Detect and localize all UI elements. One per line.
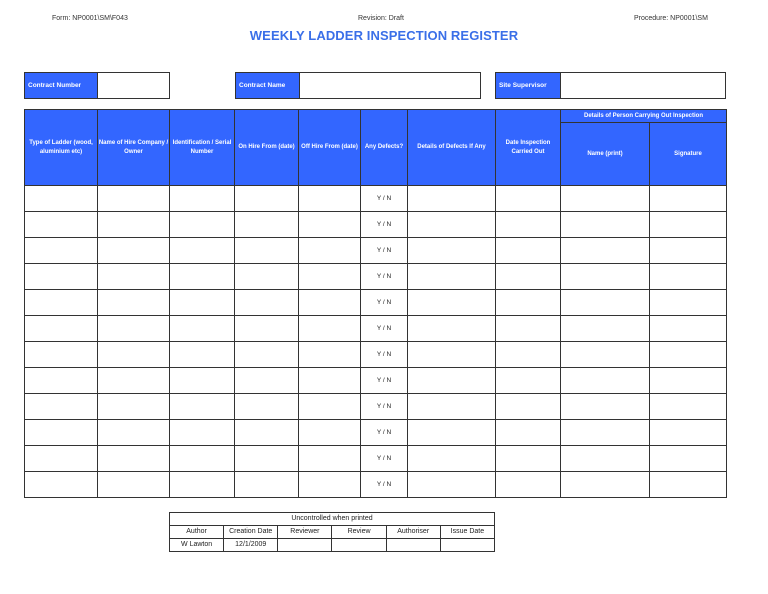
table-row [25,342,727,368]
form-number: Form: NP0001\SM\F043 [52,15,128,22]
defect-details-cell[interactable] [408,420,496,446]
site-supervisor-label: Site Supervisor [495,72,561,99]
defects-cell[interactable]: Y / N [361,394,408,420]
inspector-name-cell[interactable] [561,394,650,420]
site-supervisor-field[interactable] [560,72,726,99]
defects-cell[interactable]: Y / N [361,238,408,264]
page-title: WEEKLY LADDER INSPECTION REGISTER [249,28,519,43]
table-row [25,290,727,316]
signature-cell[interactable] [650,290,727,316]
serial-number-cell[interactable] [170,316,235,342]
defect-details-cell[interactable] [408,186,496,212]
table-row [25,264,727,290]
on-hire-cell[interactable] [235,316,299,342]
inspection-date-cell[interactable] [496,212,561,238]
revision: Revision: Draft [358,15,404,22]
inspector-name-cell[interactable] [561,186,650,212]
on-hire-cell[interactable] [235,342,299,368]
on-hire-cell[interactable] [235,394,299,420]
hire-company-cell[interactable] [98,264,170,290]
hire-company-cell[interactable] [98,394,170,420]
inspector-name-cell[interactable] [561,290,650,316]
inspector-name-cell[interactable] [561,264,650,290]
signature-cell[interactable] [650,472,727,498]
on-hire-cell[interactable] [235,446,299,472]
on-hire-cell[interactable] [235,472,299,498]
table-row [25,186,727,212]
column-header: Name (print) [561,123,650,186]
column-header: On Hire From (date) [235,110,299,186]
hire-company-cell[interactable] [98,212,170,238]
serial-number-cell[interactable] [170,238,235,264]
serial-number-cell[interactable] [170,472,235,498]
signature-cell[interactable] [650,420,727,446]
serial-number-cell[interactable] [170,264,235,290]
hire-company-cell[interactable] [98,342,170,368]
contract-number-label: Contract Number [24,72,98,99]
ladder-type-cell[interactable] [25,238,98,264]
defect-details-cell[interactable] [408,290,496,316]
hire-company-cell[interactable] [98,368,170,394]
serial-number-cell[interactable] [170,186,235,212]
review-value[interactable] [332,539,386,552]
column-header: Date Inspection Carried Out [496,110,561,186]
procedure-number: Procedure: NP0001\SM [634,15,708,22]
defect-details-cell[interactable] [408,316,496,342]
defect-details-cell[interactable] [408,264,496,290]
off-hire-cell[interactable] [299,368,361,394]
footer-header: Creation Date [224,526,278,539]
ladder-type-cell[interactable] [25,186,98,212]
creation-date-value: 12/1/2009 [224,539,278,552]
serial-number-cell[interactable] [170,290,235,316]
footer-header: Review [332,526,386,539]
serial-number-cell[interactable] [170,212,235,238]
contract-number-field[interactable] [97,72,170,99]
on-hire-cell[interactable] [235,264,299,290]
signature-cell[interactable] [650,316,727,342]
defect-details-cell[interactable] [408,238,496,264]
signature-cell[interactable] [650,238,727,264]
table-row [25,368,727,394]
defects-cell[interactable]: Y / N [361,290,408,316]
column-header: Signature [650,123,727,186]
defects-cell[interactable]: Y / N [361,264,408,290]
signature-cell[interactable] [650,368,727,394]
ladder-type-cell[interactable] [25,420,98,446]
inspection-date-cell[interactable] [496,446,561,472]
table-row [25,446,727,472]
on-hire-cell[interactable] [235,212,299,238]
serial-number-cell[interactable] [170,368,235,394]
inspector-name-cell[interactable] [561,420,650,446]
hire-company-cell[interactable] [98,238,170,264]
footer-header: Author [170,526,224,539]
defects-cell[interactable]: Y / N [361,472,408,498]
hire-company-cell[interactable] [98,472,170,498]
off-hire-cell[interactable] [299,420,361,446]
document-control-table [169,512,495,552]
hire-company-cell[interactable] [98,186,170,212]
column-header: Any Defects? [361,110,408,186]
column-header: Identification / Serial Number [170,110,235,186]
ladder-type-cell[interactable] [25,368,98,394]
defects-cell[interactable]: Y / N [361,186,408,212]
uncontrolled-notice: Uncontrolled when printed [170,513,495,526]
footer-header: Reviewer [278,526,332,539]
serial-number-cell[interactable] [170,342,235,368]
off-hire-cell[interactable] [299,342,361,368]
on-hire-cell[interactable] [235,238,299,264]
table-row [25,472,727,498]
on-hire-cell[interactable] [235,420,299,446]
column-header: Details of Defects If Any [408,110,496,186]
inspector-name-cell[interactable] [561,368,650,394]
ladder-type-cell[interactable] [25,342,98,368]
inspection-date-cell[interactable] [496,472,561,498]
defect-details-cell[interactable] [408,368,496,394]
inspector-name-cell[interactable] [561,316,650,342]
defects-cell[interactable]: Y / N [361,342,408,368]
defect-details-cell[interactable] [408,446,496,472]
signature-cell[interactable] [650,394,727,420]
defects-cell[interactable]: Y / N [361,316,408,342]
group-header: Details of Person Carrying Out Inspection [561,110,727,123]
defects-cell[interactable]: Y / N [361,420,408,446]
inspector-name-cell[interactable] [561,472,650,498]
hire-company-cell[interactable] [98,316,170,342]
footer-header: Issue Date [440,526,494,539]
inspector-name-cell[interactable] [561,212,650,238]
on-hire-cell[interactable] [235,290,299,316]
inspection-date-cell[interactable] [496,420,561,446]
inspection-date-cell[interactable] [496,394,561,420]
inspection-date-cell[interactable] [496,316,561,342]
authoriser-value[interactable] [386,539,440,552]
off-hire-cell[interactable] [299,316,361,342]
ladder-type-cell[interactable] [25,316,98,342]
on-hire-cell[interactable] [235,368,299,394]
hire-company-cell[interactable] [98,446,170,472]
hire-company-cell[interactable] [98,420,170,446]
table-row [25,420,727,446]
off-hire-cell[interactable] [299,290,361,316]
defect-details-cell[interactable] [408,472,496,498]
ladder-type-cell[interactable] [25,472,98,498]
serial-number-cell[interactable] [170,394,235,420]
defects-cell[interactable]: Y / N [361,368,408,394]
on-hire-cell[interactable] [235,186,299,212]
off-hire-cell[interactable] [299,264,361,290]
inspection-date-cell[interactable] [496,290,561,316]
contract-name-field[interactable] [299,72,481,99]
table-row [25,238,727,264]
ladder-type-cell[interactable] [25,290,98,316]
reviewer-value[interactable] [278,539,332,552]
off-hire-cell[interactable] [299,472,361,498]
off-hire-cell[interactable] [299,186,361,212]
hire-company-cell[interactable] [98,290,170,316]
serial-number-cell[interactable] [170,420,235,446]
inspector-name-cell[interactable] [561,238,650,264]
signature-cell[interactable] [650,342,727,368]
inspection-date-cell[interactable] [496,238,561,264]
author-value: W Lawton [170,539,224,552]
column-header: Off Hire From (date) [299,110,361,186]
signature-cell[interactable] [650,264,727,290]
signature-cell[interactable] [650,186,727,212]
defects-cell[interactable]: Y / N [361,212,408,238]
table-row [25,394,727,420]
issue-date-value[interactable] [440,539,494,552]
contract-name-label: Contract Name [235,72,300,99]
off-hire-cell[interactable] [299,212,361,238]
serial-number-cell[interactable] [170,446,235,472]
inspector-name-cell[interactable] [561,446,650,472]
defects-cell[interactable]: Y / N [361,446,408,472]
footer-header: Authoriser [386,526,440,539]
inspection-date-cell[interactable] [496,264,561,290]
inspection-register-table [24,109,727,498]
signature-cell[interactable] [650,212,727,238]
off-hire-cell[interactable] [299,446,361,472]
defect-details-cell[interactable] [408,212,496,238]
table-row [25,316,727,342]
off-hire-cell[interactable] [299,394,361,420]
ladder-type-cell[interactable] [25,394,98,420]
defect-details-cell[interactable] [408,394,496,420]
inspection-date-cell[interactable] [496,186,561,212]
inspection-date-cell[interactable] [496,368,561,394]
ladder-type-cell[interactable] [25,212,98,238]
ladder-type-cell[interactable] [25,446,98,472]
defect-details-cell[interactable] [408,342,496,368]
signature-cell[interactable] [650,446,727,472]
off-hire-cell[interactable] [299,238,361,264]
inspection-date-cell[interactable] [496,342,561,368]
column-header: Type of Ladder (wood, aluminium etc) [25,110,98,186]
table-row [25,212,727,238]
column-header: Name of Hire Company / Owner [98,110,170,186]
inspector-name-cell[interactable] [561,342,650,368]
ladder-type-cell[interactable] [25,264,98,290]
